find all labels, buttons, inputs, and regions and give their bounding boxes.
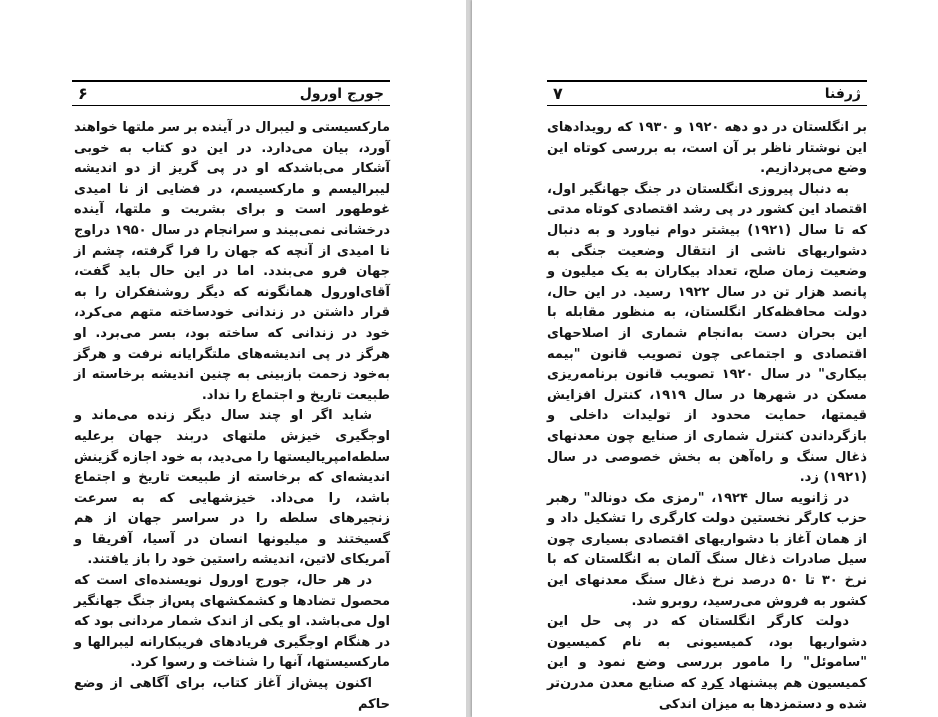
left-paragraph-3: در هر حال، جورج اورول نویسنده‌ای است که محصول تضادها و کشمکشهای پس‌از جنگ جهانگیر اول می‌باشد. او یکی از اندک شمار مردانی بود که در هنگام اوجگیری فریادهای فریبکارانه لیبرالها و مارکسیستها، آنها را شناخت و رسوا کرد. (74, 573, 390, 671)
text-segment: دولت کارگر انگلستان که در پی حل این دشواریها بود، کمیسیونی به نام کمیسیون "ساموئل" را مامور بررسی وضع نمود و این کمیسیون هم پیشنهاد (547, 614, 867, 692)
right-page-header (547, 80, 867, 106)
right-paragraph-1 (547, 118, 867, 180)
left-body-text (74, 118, 390, 712)
text-segment: که صنایع معدن مدرن‌تر شده و دستمزدها به میزان اندکی (547, 676, 867, 712)
left-paragraph-1: مارکسیستی و لیبرال در آینده بر سر ملتها خواهند آورد، بیان می‌دارد. در این دو کتاب به خوبی آشکار می‌باشدکه او در پی گریز از دو اندیشه لیبرالیسم و مارکسیسم، در فضایی از نا امیدی غوطهور است و برای بشریت و ملتها، آینده درخشانی نمی‌بیند و سرانجام در سال ۱۹۵۰ دراوج نا امیدی از آنچه که جهان را فرا گرفته، چشم از جهان فرو می‌بندد. اما در این حال باید گفت، آقای‌اورول همانگونه که دیگر روشنفکران را به قرار داشتن در زندانی خودساخته متهم می‌کرد، خود در زندانی که ساخته بود، بسر می‌برد. او هرگز در پی اندیشه‌های ملتگرایانه نرفت و هرگز به‌خود زحمت بازبینی به چنین اندیشه برخاسته از طبیعت تاریخ و اجتماع را نداد. (74, 120, 390, 403)
left-paragraph-4: اکنون پیش‌از آغاز کتاب، برای آگاهی از وضع حاکم (74, 676, 390, 712)
right-page-number: ۷ (553, 84, 563, 103)
right-body-text (547, 118, 868, 712)
text-segment: به دنبال پیروزی انگلستان در جنگ جهانگیر اول، اقتصاد این کشور در پی رشد اقتصادی کوتاه مدتی که تا سال (۱۹۲۱) بیشتر دوام نیاورد و به دنبال دشواریهای ناشی از انتقال وضعیت جنگی به وضعیت زمان صلح، تعداد بیکاران به یک میلیون و پانصد هزار تن در سال ۱۹۲۲ رسید. در این حال، دولت محافظه‌کار انگلستان، به منظور مقابله با این بحران دست به‌انجام شماری از اصلاحهای اقتصادی و اجتماعی چون تصویب قانون "بیمه بیکاری" در سال ۱۹۲۰ تصویب قانون برنامه‌ریزی مسکن در شهرها در سال ۱۹۱۹، کنترل افزایش قیمتها، حمایت محدود از تولیدات داخلی و بازگرداندن کنترل شماری از صنایع چون معدنهای ذغال سنگ و راه‌آهن به بخش خصوصی در سال (۱۹۲۱) زد. (547, 181, 867, 486)
right-page (472, 0, 938, 717)
underlined-word: کرد (701, 676, 724, 692)
right-paragraph-3 (547, 489, 867, 613)
text-segment: در ژانویه سال ۱۹۲۴، "رمزی مک دونالد" رهبر حزب کارگر نخستین دولت کارگری را تشکیل داد و از همان آغاز با دشواریهای اقتصادی بسیاری چون سیل صادرات ذغال سنگ آلمان به انگلستان که با نرخ ۳۰ تا ۵۰ درصد نرخ ذغال سنگ معدنهای این کشور به فروش می‌رسید، روبرو شد. (547, 490, 867, 609)
right-running-title: ژرفنا (824, 85, 861, 102)
left-page-header (72, 80, 390, 106)
right-paragraph-2 (547, 180, 867, 489)
left-running-title: جورج اورول (299, 85, 384, 102)
right-paragraph-4 (547, 612, 867, 715)
left-page (0, 0, 466, 717)
text-segment: بر انگلستان در دو دهه ۱۹۲۰ و ۱۹۳۰ که رویدادهای این نوشتار ناظر بر آن است، به بررسی کوتاه این وضع می‌پردازیم. (547, 120, 868, 177)
left-page-number: ۶ (78, 84, 88, 103)
left-paragraph-2: شاید اگر او چند سال دیگر زنده می‌ماند و اوجگیری خیزش ملتهای دربند جهان برعلیه سلطه‌امپریالیستها را می‌دید، به خود اجازه گزینش اندیشه‌ای که برخاسته از طبیعت تاریخ و اجتماع باشد، را می‌داد. خیزشهایی که به سرعت زنجیرهای سلطه را در سراسر جهان از هم گسیختند و میلیونها انسان در آسیا، آفریقا و آمریکای لاتین، اندیشه راستین خود را باز یافتند. (74, 408, 390, 568)
